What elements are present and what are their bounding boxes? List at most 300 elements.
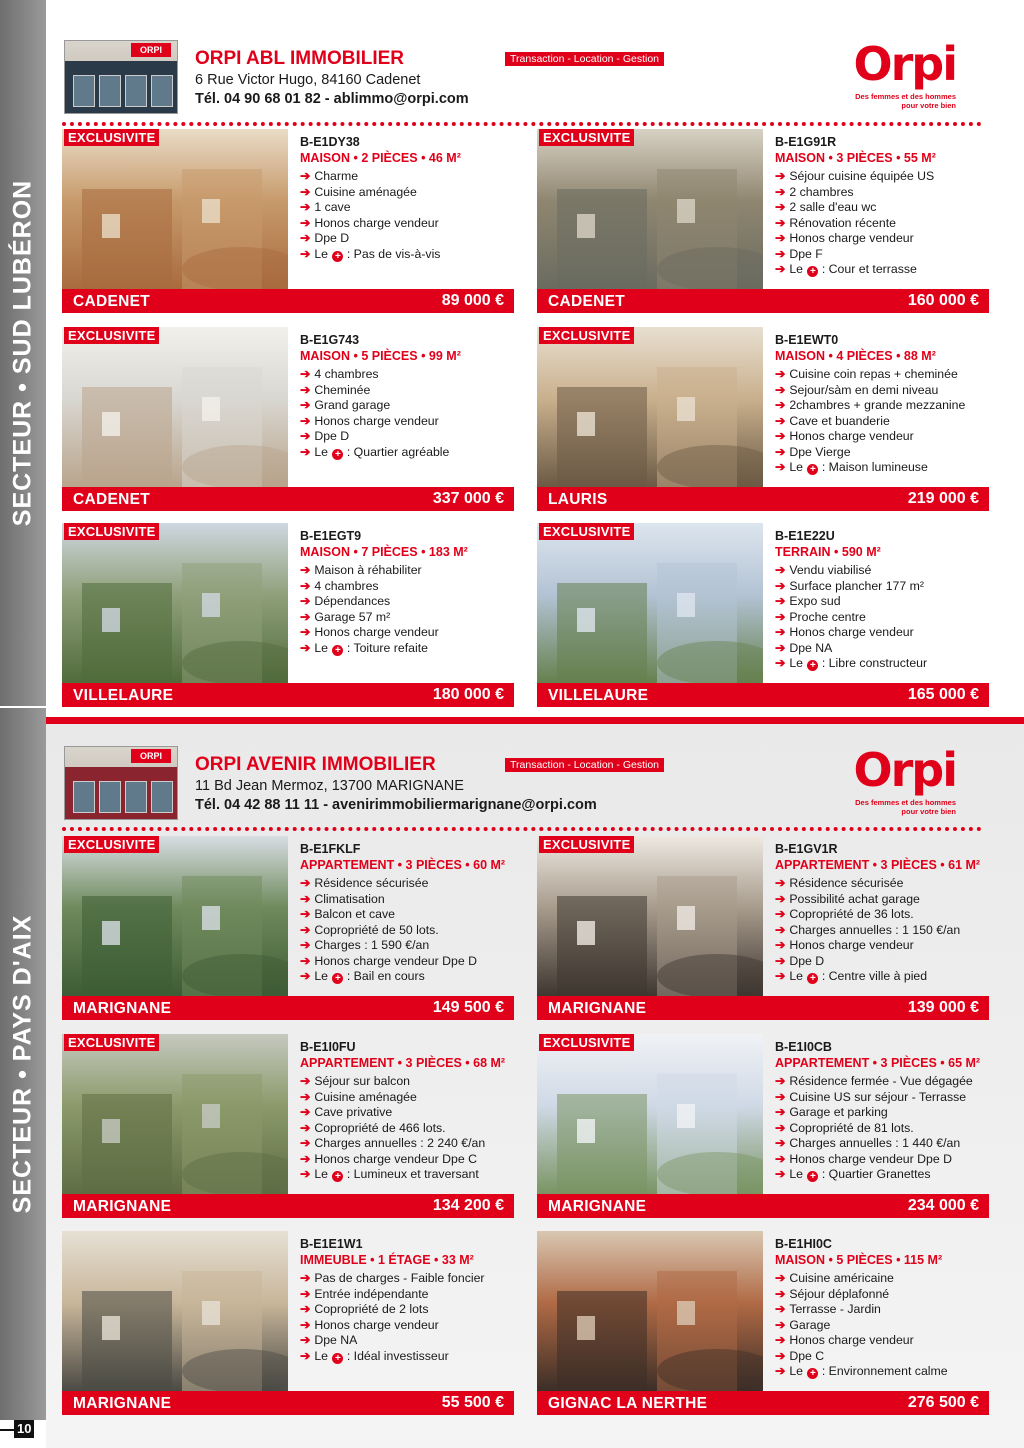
arrow-icon: ➔: [775, 563, 786, 577]
photo-scene: [537, 129, 763, 289]
photo-scene: [62, 129, 288, 289]
feature-list: [300, 367, 449, 460]
arrow-icon: ➔: [300, 215, 311, 230]
listing-reference: B-E1I0CB: [775, 1040, 832, 1054]
feature-item: ➔ Dpe C: [775, 1348, 825, 1363]
listing-card[interactable]: [537, 129, 989, 313]
exclusive-badge: EXCLUSIVITE: [64, 129, 159, 146]
listing-bar: [537, 1391, 989, 1415]
exclusive-badge: EXCLUSIVITE: [64, 523, 159, 540]
arrow-icon: ➔: [300, 1286, 311, 1301]
listing-price: 149 500 €: [432, 999, 504, 1016]
arrow-icon: ➔: [300, 382, 311, 397]
feature-item: ➔ Dpe Vierge: [775, 444, 851, 459]
listing-price: 337 000 €: [432, 490, 504, 507]
feature-item: ➔ Climatisation: [300, 891, 385, 906]
feature-item: ➔ Résidence sécurisée: [300, 876, 429, 890]
arrow-icon: ➔: [300, 1167, 311, 1181]
listing-price: 276 500 €: [907, 1394, 979, 1411]
listing-type: MAISON • 3 PIÈCES • 55 M²: [775, 151, 936, 165]
exclusive-badge: EXCLUSIVITE: [539, 836, 634, 853]
feature-highlight: ➔ Le + : Cour et terrasse: [775, 262, 917, 277]
listing-photo[interactable]: [62, 1231, 288, 1391]
listing-reference: B-E1E22U: [775, 529, 835, 543]
arrow-icon: ➔: [775, 246, 786, 261]
feature-list: [775, 563, 927, 672]
agency-address: 6 Rue Victor Hugo, 84160 Cadenet: [195, 72, 421, 88]
arrow-icon: ➔: [775, 460, 786, 474]
feature-item: ➔ Honos charge vendeur: [300, 625, 439, 639]
arrow-icon: ➔: [775, 922, 786, 937]
plus-icon: +: [807, 660, 818, 671]
feature-item: ➔ Honos charge vendeur: [300, 215, 439, 230]
feature-item: ➔ Copropriété de 36 lots.: [775, 907, 914, 921]
feature-item: ➔ Honos charge vendeur: [775, 231, 914, 245]
listing-photo[interactable]: [62, 1034, 288, 1194]
listing-reference: B-E1HI0C: [775, 1237, 832, 1251]
agency-photo: [64, 746, 178, 820]
listing-city: CADENET: [73, 491, 151, 508]
listing-type: APPARTEMENT • 3 PIÈCES • 61 M²: [775, 858, 981, 872]
feature-item: ➔ Dpe D: [300, 429, 350, 443]
plus-icon: +: [807, 266, 818, 277]
listing-bar: [537, 289, 989, 313]
feature-highlight: ➔ Le + : Environnement calme: [775, 1364, 948, 1379]
listing-bar: [62, 487, 514, 511]
feature-item: ➔ Cave privative: [300, 1105, 393, 1119]
arrow-icon: ➔: [300, 876, 311, 890]
listing-photo[interactable]: [537, 1231, 763, 1391]
feature-item: ➔ Honos charge vendeur Dpe D: [775, 1151, 953, 1166]
listing-type: APPARTEMENT • 3 PIÈCES • 60 M²: [300, 858, 506, 872]
listing-city: LAURIS: [548, 491, 608, 508]
listing-reference: B-E1E1W1: [300, 1237, 363, 1251]
photo-scene: [537, 327, 763, 487]
feature-item: ➔ Séjour cuisine équipée US: [775, 169, 935, 183]
listing-photo[interactable]: [537, 327, 763, 487]
plus-icon: +: [332, 1353, 343, 1364]
listing-city: VILLELAURE: [73, 687, 174, 704]
feature-highlight: ➔ Le + : Maison lumineuse: [775, 460, 928, 475]
agency-services-badge: Transaction - Location - Gestion: [505, 52, 664, 66]
feature-item: ➔ Honos charge vendeur: [300, 413, 439, 428]
arrow-icon: ➔: [775, 1348, 786, 1363]
feature-item: ➔ Possibilité achat garage: [775, 891, 920, 906]
arrow-icon: ➔: [775, 429, 786, 443]
feature-item: ➔ Charges : 1 590 €/an: [300, 938, 430, 952]
arrow-icon: ➔: [300, 891, 311, 906]
listing-city: MARIGNANE: [73, 1395, 172, 1412]
listing-city: GIGNAC LA NERTHE: [548, 1395, 708, 1412]
arrow-icon: ➔: [775, 907, 786, 921]
section-label: SECTEUR • PAYS D'AIX: [8, 914, 37, 1214]
arrow-icon: ➔: [775, 200, 786, 214]
section-label: SECTEUR • SUD LUBÉRON: [8, 179, 37, 527]
feature-item: ➔ Dpe D: [300, 231, 350, 245]
exclusive-badge: EXCLUSIVITE: [64, 1034, 159, 1051]
listing-type: TERRAIN • 590 M²: [775, 545, 881, 559]
arrow-icon: ➔: [300, 367, 311, 381]
feature-item: ➔ Honos charge vendeur Dpe D: [300, 953, 478, 968]
feature-item: ➔ Séjour sur balcon: [300, 1074, 411, 1088]
listing-photo[interactable]: [537, 1034, 763, 1194]
listing-price: 160 000 €: [907, 292, 979, 309]
feature-item: ➔ Dpe F: [775, 246, 823, 261]
listing-price: 180 000 €: [432, 686, 504, 703]
arrow-icon: ➔: [300, 1302, 311, 1316]
dotted-divider: [62, 827, 982, 831]
feature-item: ➔ Résidence fermée - Vue dégagée: [775, 1074, 973, 1088]
feature-item: ➔ 4 chambres: [300, 367, 379, 381]
feature-item: ➔ Charges annuelles : 1 440 €/an: [775, 1136, 961, 1150]
feature-item: ➔ Pas de charges - Faible foncier: [300, 1271, 485, 1285]
feature-highlight: ➔ Le + : Libre constructeur: [775, 656, 928, 671]
feature-list: [300, 1271, 485, 1364]
plus-icon: +: [807, 1171, 818, 1182]
arrow-icon: ➔: [775, 382, 786, 397]
agency-name: ORPI AVENIR IMMOBILIER: [195, 754, 436, 775]
plus-icon: +: [332, 449, 343, 460]
arrow-icon: ➔: [300, 1136, 311, 1150]
arrow-icon: ➔: [775, 1074, 786, 1088]
arrow-icon: ➔: [300, 1333, 311, 1347]
arrow-icon: ➔: [300, 578, 311, 593]
listing-reference: B-E1FKLF: [300, 842, 361, 856]
agency-contact: Tél. 04 90 68 01 82 - ablimmo@orpi.com: [195, 91, 469, 107]
feature-item: ➔ Séjour déplafonné: [775, 1286, 890, 1301]
feature-item: ➔ Copropriété de 466 lots.: [300, 1120, 446, 1135]
listing-reference: B-E1DY38: [300, 135, 360, 149]
listing-type: IMMEUBLE • 1 ÉTAGE • 33 M²: [300, 1253, 474, 1267]
listing-reference: B-E1I0FU: [300, 1040, 356, 1054]
feature-item: ➔ Dpe NA: [775, 640, 833, 655]
feature-highlight: ➔ Le + : Toiture refaite: [300, 640, 428, 656]
feature-list: [775, 1271, 948, 1380]
feature-item: ➔ Charme: [300, 169, 359, 183]
feature-item: ➔ Cuisine US sur séjour - Terrasse: [775, 1089, 967, 1104]
plus-icon: +: [332, 645, 343, 656]
exclusive-badge: EXCLUSIVITE: [64, 836, 159, 853]
listing-card[interactable]: [537, 523, 989, 707]
feature-list: [775, 169, 934, 278]
agency-name: ORPI ABL IMMOBILIER: [195, 48, 404, 69]
listing-city: MARIGNANE: [73, 1000, 172, 1017]
feature-list: [300, 1074, 485, 1183]
listing-price: 234 000 €: [907, 1197, 979, 1214]
feature-item: ➔ Honos charge vendeur: [775, 938, 914, 952]
arrow-icon: ➔: [775, 1364, 786, 1378]
logo-tagline: pour votre bien: [901, 101, 956, 110]
arrow-icon: ➔: [775, 594, 786, 608]
agency-contact: Tél. 04 42 88 11 11 - avenirimmobiliermarignane@orpi.com: [195, 797, 597, 813]
arrow-icon: ➔: [775, 262, 786, 276]
arrow-icon: ➔: [300, 444, 311, 459]
arrow-icon: ➔: [300, 1105, 311, 1119]
feature-item: ➔ 2 salle d'eau wc: [775, 200, 877, 214]
arrow-icon: ➔: [775, 1089, 786, 1104]
arrow-icon: ➔: [300, 169, 311, 183]
feature-item: ➔ Rénovation récente: [775, 215, 896, 230]
feature-highlight: ➔ Le + : Bail en cours: [300, 969, 425, 984]
arrow-icon: ➔: [775, 444, 786, 459]
arrow-icon: ➔: [775, 367, 786, 381]
feature-item: ➔ Terrasse - Jardin: [775, 1302, 881, 1316]
listing-price: 55 500 €: [441, 1394, 504, 1411]
listing-bar: [537, 487, 989, 511]
listing-type: MAISON • 2 PIÈCES • 46 M²: [300, 151, 461, 165]
listing-card[interactable]: [62, 129, 514, 313]
section-tab-sud-luberon: [0, 0, 46, 706]
arrow-icon: ➔: [300, 969, 311, 983]
plus-icon: +: [807, 1368, 818, 1379]
photo-scene: [537, 1034, 763, 1194]
feature-item: ➔ 4 chambres: [300, 578, 379, 593]
orpi-logo: [846, 36, 956, 110]
feature-item: ➔ Résidence sécurisée: [775, 876, 904, 890]
listing-card[interactable]: [62, 1231, 514, 1415]
listing-price: 139 000 €: [907, 999, 979, 1016]
dotted-divider: [62, 122, 982, 126]
agency-address: 11 Bd Jean Mermoz, 13700 MARIGNANE: [195, 778, 464, 794]
arrow-icon: ➔: [300, 609, 311, 624]
feature-item: ➔ Charges annuelles : 2 240 €/an: [300, 1136, 486, 1150]
exclusive-badge: EXCLUSIVITE: [64, 327, 159, 344]
listing-bar: [62, 1194, 514, 1218]
listing-card[interactable]: [62, 523, 514, 707]
feature-highlight: ➔ Le + : Pas de vis-à-vis: [300, 246, 441, 262]
listing-photo[interactable]: [537, 129, 763, 289]
listing-bar: [62, 289, 514, 313]
listing-city: MARIGNANE: [548, 1000, 647, 1017]
exclusive-badge: EXCLUSIVITE: [539, 1034, 634, 1051]
listing-city: CADENET: [548, 293, 626, 310]
listing-type: APPARTEMENT • 3 PIÈCES • 65 M²: [775, 1056, 981, 1070]
listing-bar: [537, 683, 989, 707]
arrow-icon: ➔: [775, 876, 786, 890]
listing-price: 165 000 €: [907, 686, 979, 703]
feature-item: ➔ Honos charge vendeur: [775, 429, 914, 443]
arrow-icon: ➔: [300, 625, 311, 639]
arrow-icon: ➔: [300, 938, 311, 952]
feature-highlight: ➔ Le + : Quartier agréable: [300, 444, 450, 460]
listing-price: 89 000 €: [441, 292, 504, 309]
listing-city: MARIGNANE: [73, 1198, 172, 1215]
feature-item: ➔ Garage: [775, 1317, 831, 1332]
listing-type: MAISON • 5 PIÈCES • 99 M²: [300, 349, 461, 363]
arrow-icon: ➔: [775, 215, 786, 230]
listing-price: 134 200 €: [432, 1197, 504, 1214]
listing-city: MARIGNANE: [548, 1198, 647, 1215]
page-number: 10: [0, 1420, 40, 1438]
feature-item: ➔ 2chambres + grande mezzanine: [775, 398, 966, 412]
feature-item: ➔ Cuisine américaine: [775, 1271, 894, 1285]
arrow-icon: ➔: [300, 953, 311, 968]
feature-highlight: ➔ Le + : Centre ville à pied: [775, 969, 928, 984]
arrow-icon: ➔: [775, 1151, 786, 1166]
arrow-icon: ➔: [775, 891, 786, 906]
feature-item: ➔ Expo sud: [775, 594, 841, 608]
arrow-icon: ➔: [775, 953, 786, 968]
feature-item: ➔ Dpe D: [775, 953, 825, 968]
photo-scene: [62, 523, 288, 683]
arrow-icon: ➔: [775, 231, 786, 245]
listing-type: MAISON • 5 PIÈCES • 115 M²: [775, 1253, 943, 1267]
feature-item: ➔ Proche centre: [775, 609, 866, 624]
listing-bar: [62, 683, 514, 707]
arrow-icon: ➔: [775, 1136, 786, 1150]
logo-tagline: pour votre bien: [901, 807, 956, 816]
listing-city: VILLELAURE: [548, 687, 649, 704]
plus-icon: +: [332, 1171, 343, 1182]
photo-scene: [62, 1231, 288, 1391]
feature-item: ➔ Maison à réhabiliter: [300, 563, 422, 577]
listing-type: MAISON • 7 PIÈCES • 183 M²: [300, 545, 468, 559]
feature-item: ➔ 2 chambres: [775, 184, 854, 199]
logo-tagline: Des femmes et des hommes: [855, 798, 956, 807]
listing-card[interactable]: [62, 836, 514, 1020]
feature-item: ➔ Cheminée: [300, 382, 371, 397]
feature-list: [775, 876, 960, 985]
feature-item: ➔ Cave et buanderie: [775, 413, 890, 428]
agency-sign: ORPI: [131, 43, 171, 57]
arrow-icon: ➔: [300, 1151, 311, 1166]
feature-item: ➔ Surface plancher 177 m²: [775, 578, 924, 593]
listing-card[interactable]: [62, 327, 514, 511]
agency-sign: ORPI: [131, 749, 171, 763]
arrow-icon: ➔: [775, 1333, 786, 1347]
logo-word: Orpi: [853, 743, 956, 797]
feature-highlight: ➔ Le + : Lumineux et traversant: [300, 1167, 479, 1182]
listing-card[interactable]: [537, 836, 989, 1020]
feature-item: ➔ Cuisine aménagée: [300, 1089, 417, 1104]
section-divider: [46, 717, 1024, 724]
arrow-icon: ➔: [775, 609, 786, 624]
plus-icon: +: [807, 464, 818, 475]
arrow-icon: ➔: [775, 656, 786, 670]
photo-scene: [537, 523, 763, 683]
feature-item: ➔ Garage et parking: [775, 1105, 888, 1119]
photo-scene: [537, 836, 763, 996]
listing-city: CADENET: [73, 293, 151, 310]
listing-photo[interactable]: [537, 836, 763, 996]
listing-photo[interactable]: [62, 523, 288, 683]
arrow-icon: ➔: [300, 594, 311, 608]
arrow-icon: ➔: [300, 1120, 311, 1135]
feature-item: ➔ Garage 57 m²: [300, 609, 391, 624]
feature-list: [300, 169, 440, 262]
arrow-icon: ➔: [775, 184, 786, 199]
listing-card[interactable]: [537, 1231, 989, 1415]
arrow-icon: ➔: [300, 200, 311, 214]
plus-icon: +: [332, 973, 343, 984]
listing-card[interactable]: [537, 327, 989, 511]
section-tab-pays-daix: [0, 708, 46, 1420]
plus-icon: +: [332, 251, 343, 262]
arrow-icon: ➔: [300, 429, 311, 443]
arrow-icon: ➔: [775, 640, 786, 655]
arrow-icon: ➔: [775, 1120, 786, 1135]
arrow-icon: ➔: [300, 413, 311, 428]
orpi-logo: [846, 742, 956, 816]
feature-item: ➔ Entrée indépendante: [300, 1286, 429, 1301]
arrow-icon: ➔: [775, 398, 786, 412]
listing-photo[interactable]: [62, 129, 288, 289]
exclusive-badge: EXCLUSIVITE: [539, 523, 634, 540]
listing-photo[interactable]: [62, 836, 288, 996]
feature-item: ➔ Copropriété de 81 lots.: [775, 1120, 914, 1135]
feature-item: ➔ Vendu viabilisé: [775, 563, 872, 577]
agency-services-badge: Transaction - Location - Gestion: [505, 758, 664, 772]
exclusive-badge: EXCLUSIVITE: [539, 327, 634, 344]
feature-item: ➔ Copropriété de 50 lots.: [300, 922, 439, 937]
listing-photo[interactable]: [537, 523, 763, 683]
arrow-icon: ➔: [300, 246, 311, 261]
photo-scene: [62, 1034, 288, 1194]
feature-list: [775, 1074, 973, 1183]
arrow-icon: ➔: [775, 1167, 786, 1181]
photo-scene: [62, 836, 288, 996]
listing-type: APPARTEMENT • 3 PIÈCES • 68 M²: [300, 1056, 506, 1070]
arrow-icon: ➔: [775, 1271, 786, 1285]
photo-scene: [62, 327, 288, 487]
arrow-icon: ➔: [775, 169, 786, 183]
listing-bar: [62, 1391, 514, 1415]
arrow-icon: ➔: [300, 922, 311, 937]
arrow-icon: ➔: [300, 184, 311, 199]
listing-bar: [62, 996, 514, 1020]
feature-item: ➔ Cuisine coin repas + cheminée: [775, 367, 958, 381]
exclusive-badge: EXCLUSIVITE: [539, 129, 634, 146]
listing-card[interactable]: [62, 1034, 514, 1218]
arrow-icon: ➔: [300, 563, 311, 577]
arrow-icon: ➔: [300, 1348, 311, 1363]
listing-card[interactable]: [537, 1034, 989, 1218]
feature-item: ➔ Copropriété de 2 lots: [300, 1302, 429, 1316]
arrow-icon: ➔: [775, 1286, 786, 1301]
listing-photo[interactable]: [62, 327, 288, 487]
feature-item: ➔ 1 cave: [300, 200, 351, 214]
arrow-icon: ➔: [300, 907, 311, 921]
listing-reference: B-E1EGT9: [300, 529, 362, 543]
feature-item: ➔ Grand garage: [300, 398, 391, 412]
arrow-icon: ➔: [300, 1271, 311, 1285]
feature-highlight: ➔ Le + : Idéal investisseur: [300, 1348, 449, 1364]
listing-reference: B-E1G91R: [775, 135, 837, 149]
arrow-icon: ➔: [775, 938, 786, 952]
arrow-icon: ➔: [300, 1317, 311, 1332]
plus-icon: +: [807, 973, 818, 984]
arrow-icon: ➔: [300, 640, 311, 655]
feature-item: ➔ Charges annuelles : 1 150 €/an: [775, 922, 961, 937]
arrow-icon: ➔: [775, 1317, 786, 1332]
feature-item: ➔ Honos charge vendeur Dpe C: [300, 1151, 478, 1166]
listing-bar: [537, 996, 989, 1020]
logo-tagline: Des femmes et des hommes: [855, 92, 956, 101]
listing-reference: B-E1G743: [300, 333, 360, 347]
feature-list: [300, 563, 439, 656]
arrow-icon: ➔: [775, 578, 786, 593]
feature-item: ➔ Dpe NA: [300, 1333, 358, 1347]
feature-item: ➔ Honos charge vendeur: [775, 625, 914, 639]
listing-reference: B-E1GV1R: [775, 842, 838, 856]
feature-item: ➔ Honos charge vendeur: [300, 1317, 439, 1332]
feature-item: ➔ Sejour/sàm en demi niveau: [775, 382, 939, 397]
arrow-icon: ➔: [775, 413, 786, 428]
photo-scene: [537, 1231, 763, 1391]
arrow-icon: ➔: [300, 231, 311, 245]
feature-item: ➔ Cuisine aménagée: [300, 184, 417, 199]
arrow-icon: ➔: [775, 969, 786, 983]
